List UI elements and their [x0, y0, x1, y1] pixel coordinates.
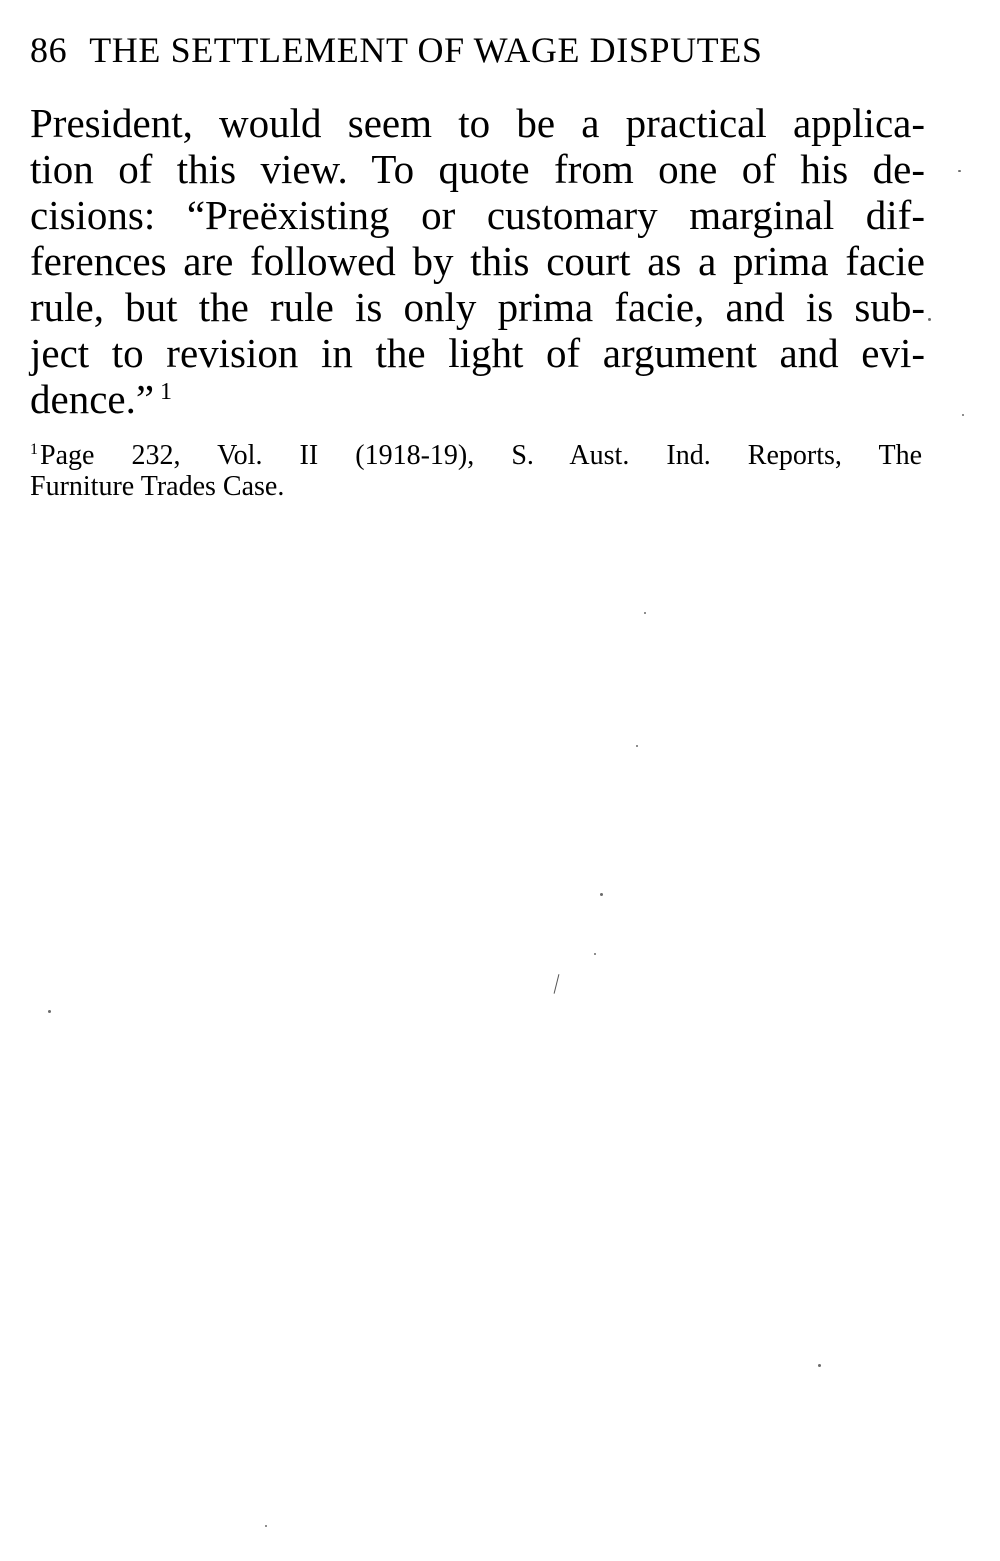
body-line: rule, but the rule is only prima facie, and is sub-: [30, 284, 925, 330]
body-line: ferences are followed by this court as a prima facie: [30, 238, 925, 284]
footnote-text: Page 232, Vol. II (1918-19), S. Aust. Ind. Reports, The: [40, 440, 922, 471]
body-line: tion of this view. To quote from one of his de-: [30, 146, 925, 192]
footnote-line: [30, 440, 922, 471]
body-line: cisions: “Preëxisting or customary marginal dif-: [30, 192, 925, 238]
footnote: [30, 440, 922, 502]
scan-stroke: [554, 974, 560, 994]
scan-speck: [594, 953, 596, 955]
scan-speck: [818, 1364, 821, 1367]
scan-speck: [928, 318, 931, 321]
body-line-last: [30, 376, 925, 422]
body-line-text: dence.”: [30, 376, 155, 422]
running-head: [30, 28, 910, 72]
scan-speck: [962, 414, 964, 416]
scan-speck: [48, 1010, 51, 1013]
footnote-reference: 1: [160, 379, 173, 405]
footnote-line: Furniture Trades Case.: [30, 471, 285, 502]
running-head-title: THE SETTLEMENT OF WAGE DISPUTES: [89, 30, 763, 70]
scan-speck: [265, 1525, 267, 1527]
body-paragraph: [30, 100, 925, 422]
scan-speck: [600, 893, 603, 896]
footnote-marker: 1: [30, 441, 38, 458]
body-line: ject to revision in the light of argument and evi-: [30, 330, 925, 376]
page-number: 86: [30, 30, 68, 70]
scan-speck: [958, 170, 961, 172]
body-line: President, would seem to be a practical applica-: [30, 100, 925, 146]
scan-speck: [644, 612, 646, 614]
scan-speck: [636, 745, 638, 747]
